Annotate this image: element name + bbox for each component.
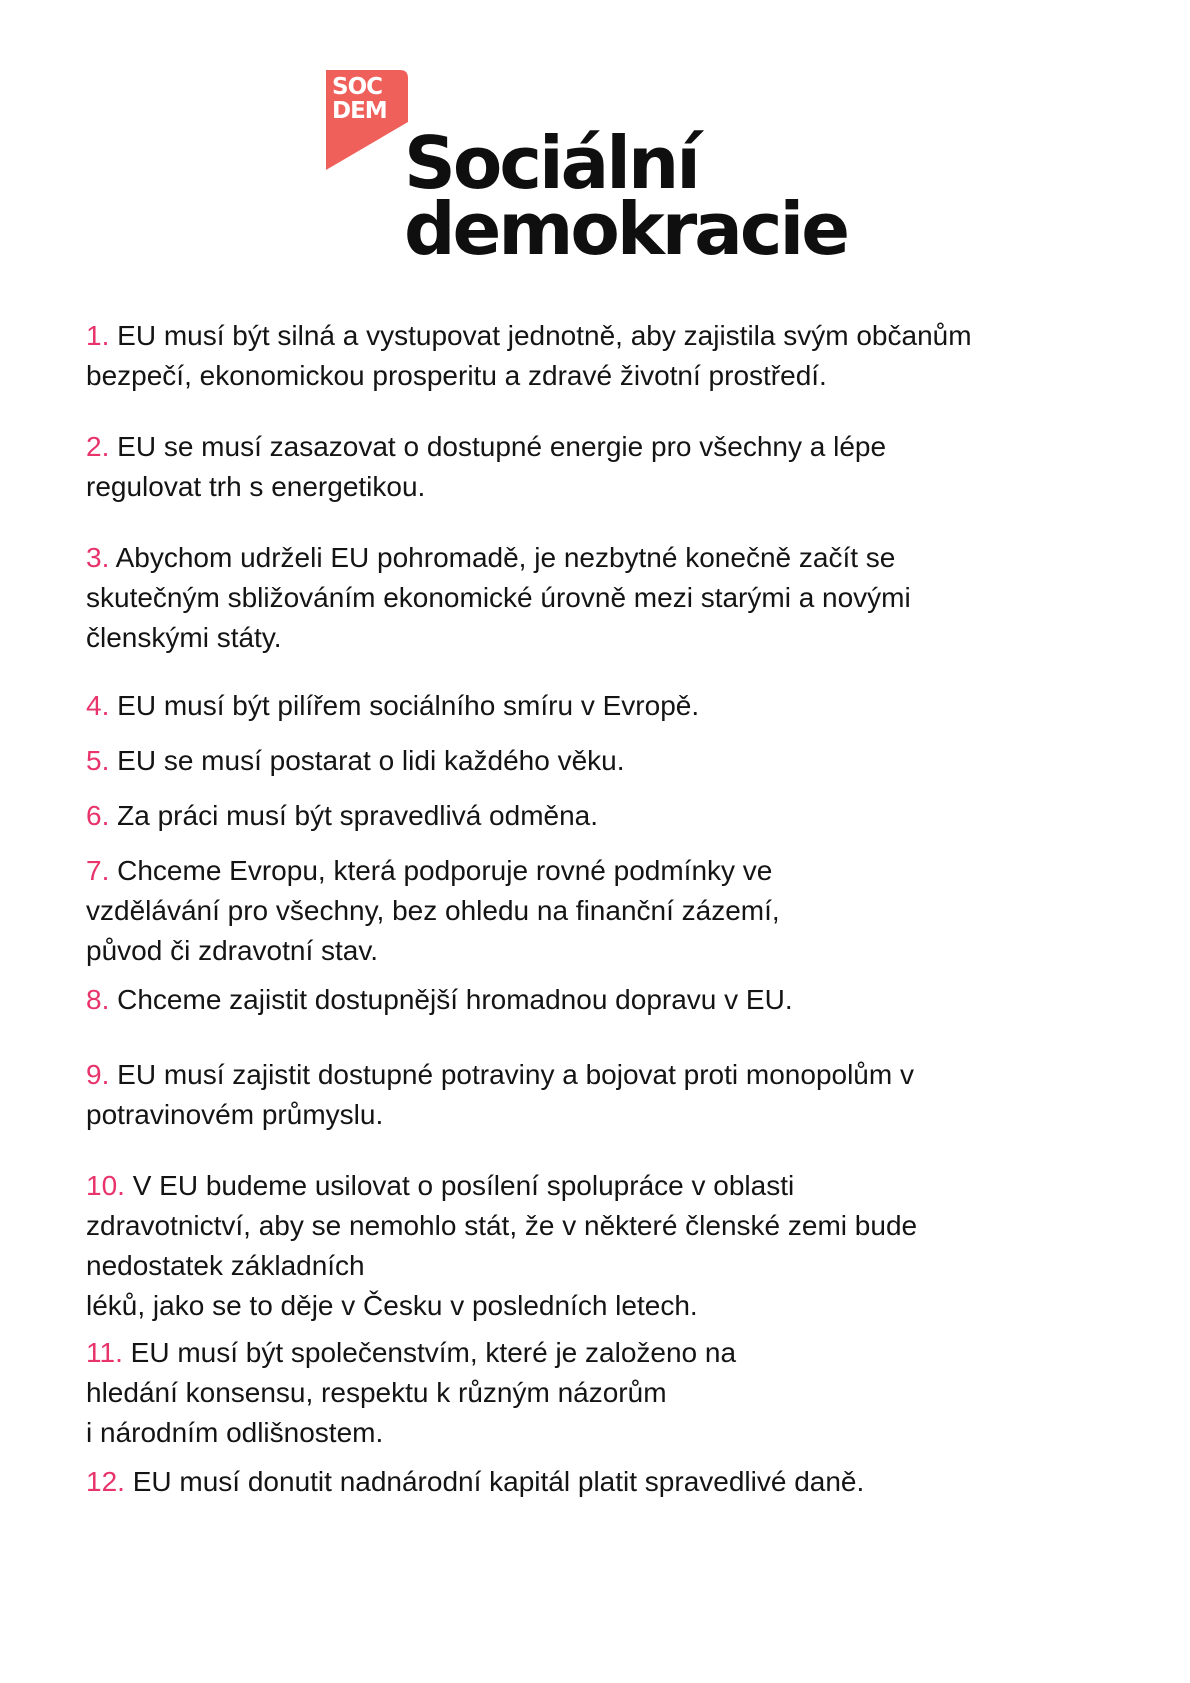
item-line [86, 427, 1126, 467]
header [326, 70, 886, 285]
item-line [86, 1055, 1126, 1095]
item-text: EU se musí zasazovat o dostupné energie pro všechny a lépe [117, 431, 887, 462]
item-text: EU musí být společenstvím, které je založeno na [130, 1337, 737, 1368]
item-line [86, 1462, 1126, 1502]
socdem-logo [326, 70, 408, 180]
item-number: 9. [86, 1059, 110, 1090]
item-line: vzdělávání pro všechny, bez ohledu na finanční zázemí, [86, 895, 780, 926]
list-item [86, 686, 1126, 726]
item-text: EU musí být pilířem sociálního smíru v Evropě. [117, 690, 700, 721]
item-number: 8. [86, 984, 110, 1015]
item-number: 4. [86, 690, 110, 721]
item-text: Chceme zajistit dostupnější hromadnou dopravu v EU. [117, 984, 793, 1015]
item-line [86, 538, 1126, 578]
logo-text-dem: DEM [332, 98, 387, 124]
item-text: Abychom udrželi EU pohromadě, je nezbytné konečně začít se [115, 542, 896, 573]
title-line-1: Sociální [404, 121, 698, 205]
list-item [86, 1333, 1126, 1453]
item-line: nedostatek základních [86, 1250, 365, 1281]
item-number: 7. [86, 855, 110, 886]
item-text: EU musí zajistit dostupné potraviny a bojovat proti monopolům v [117, 1059, 914, 1090]
item-text: Chceme Evropu, která podporuje rovné podmínky ve [117, 855, 773, 886]
list-item [86, 427, 1126, 507]
list-item [86, 796, 1126, 836]
list-item [86, 1462, 1126, 1502]
item-line [86, 1166, 1126, 1206]
list-item [86, 316, 1126, 396]
item-line: skutečným sbližováním ekonomické úrovně mezi starými a novými [86, 582, 911, 613]
list-item [86, 851, 1126, 971]
list-item [86, 1166, 1126, 1326]
item-line: potravinovém průmyslu. [86, 1099, 384, 1130]
title-line-2: demokracie [404, 187, 848, 271]
page-title [404, 121, 848, 271]
item-text: EU musí donutit nadnárodní kapitál platit spravedlivé daně. [132, 1466, 865, 1497]
item-line [86, 980, 1126, 1020]
item-line [86, 741, 1126, 781]
list-item [86, 980, 1126, 1020]
item-number: 3. [86, 542, 110, 573]
item-line [86, 851, 1126, 891]
item-line: zdravotnictví, aby se nemohlo stát, že v některé členské zemi bude [86, 1210, 918, 1241]
item-line: členskými státy. [86, 622, 282, 653]
item-line: hledání konsensu, respektu k různým názorům [86, 1377, 667, 1408]
item-number: 5. [86, 745, 110, 776]
item-number: 10. [86, 1170, 125, 1201]
item-number: 12. [86, 1466, 125, 1497]
item-number: 1. [86, 320, 110, 351]
item-text: V EU budeme usilovat o posílení spolupráce v oblasti [132, 1170, 795, 1201]
item-text: Za práci musí být spravedlivá odměna. [117, 800, 599, 831]
item-line [86, 686, 1126, 726]
list-item [86, 538, 1126, 658]
item-text: EU se musí postarat o lidi každého věku. [117, 745, 625, 776]
item-text: EU musí být silná a vystupovat jednotně, aby zajistila svým občanům [117, 320, 972, 351]
item-line [86, 316, 1126, 356]
item-number: 6. [86, 800, 110, 831]
item-line [86, 1333, 1126, 1373]
list-item [86, 741, 1126, 781]
item-line: regulovat trh s energetikou. [86, 471, 426, 502]
item-line: původ či zdravotní stav. [86, 935, 379, 966]
logo-text-soc: SOC [332, 74, 382, 100]
item-line: bezpečí, ekonomickou prosperitu a zdravé životní prostředí. [86, 360, 827, 391]
item-number: 2. [86, 431, 110, 462]
item-line [86, 796, 1126, 836]
list-item [86, 1055, 1126, 1135]
item-number: 11. [86, 1337, 123, 1368]
item-line: léků, jako se to děje v Česku v posledních letech. [86, 1290, 698, 1321]
item-line: i národním odlišnostem. [86, 1417, 384, 1448]
